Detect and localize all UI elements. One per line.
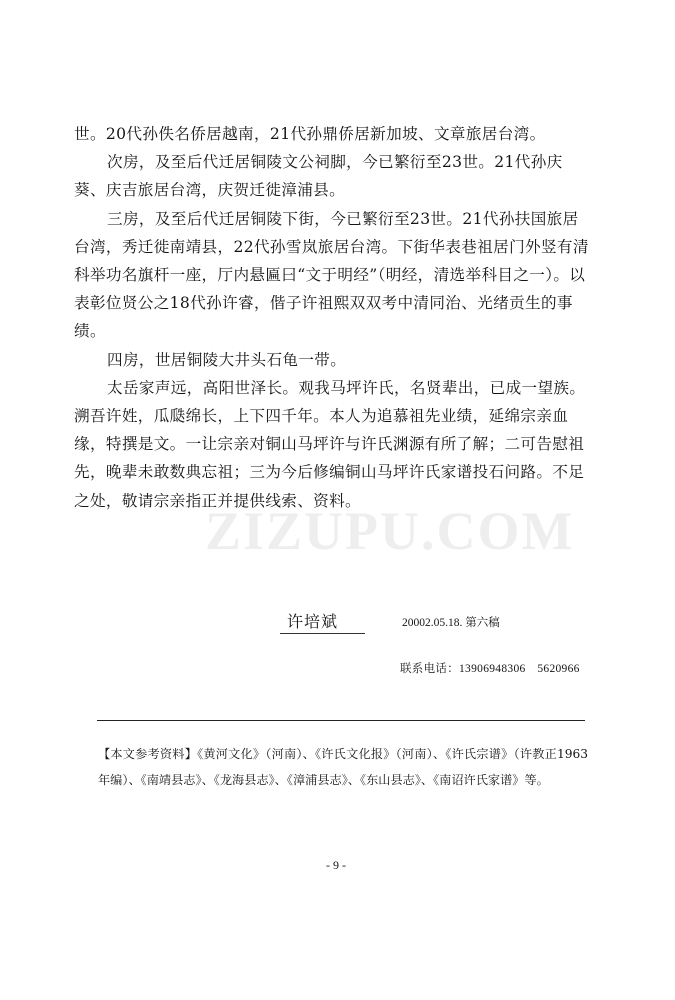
page-number: - 9 -	[326, 858, 346, 872]
signature-underline	[280, 633, 365, 634]
paragraph-continuation: 世。20代孙佚名侨居越南，21代孙鼎侨居新加坡、文章旅居台湾。	[74, 125, 546, 143]
section-divider	[97, 720, 585, 721]
body-text	[74, 120, 594, 515]
author-signature: 许培斌	[287, 612, 339, 631]
references: 【本文参考资料】《黄河文化》（河南）、《许氏文化报》（河南）、《许氏宗谱》（许教正1963年编）、《南靖县志》、《龙海县志》、《漳浦县志》、《东山县志》、《南诏许氏家谱》等。	[98, 747, 588, 787]
paragraph-conclusion: 太岳家声远，高阳世泽长。观我马坪许氏，名贤辈出，已成一望族。溯吾许姓，瓜瓞绵长，上下四千年。本人为追慕祖先业绩，延绵宗亲血缘，特撰是文。一让宗亲对铜山马坪许与许氏渊源有所了解；二可告慰祖先，晚辈未敢数典忘祖；三为今后修编铜山马坪许氏家谱投石问路。不足之处，敬请宗亲指正并提供线索、资料。	[74, 378, 586, 510]
paragraph-fourth-branch: 四房，世居铜陵大井头石龟一带。	[107, 350, 347, 369]
contact-phone: 联系电话：13906948306 5620966	[400, 663, 580, 675]
watermark: ZIZUPU.COM	[205, 501, 575, 561]
paragraph-second-branch: 次房，及至后代迁居铜陵文公祠脚，今已繁衍至23世。21代孙庆葵、庆吉旅居台湾，庆贺迁徙漳浦县。	[74, 153, 563, 200]
paragraph-third-branch: 三房，及至后代迁居铜陵下街，今已繁衍至23世。21代孙扶国旅居台湾，秀迁徙南靖县，22代孙雪岚旅居台湾。下街华表巷祖居门外竖有清科举功名旗杆一座，厅内悬匾曰“文于明经”（明经，清选举科目之一）。以表彰位贤公之18代孙许睿，偕子许祖熙双双考中清同治、光绪贡生的事绩。	[74, 209, 589, 341]
draft-date: 20002.05.18. 第六稿	[402, 617, 500, 629]
